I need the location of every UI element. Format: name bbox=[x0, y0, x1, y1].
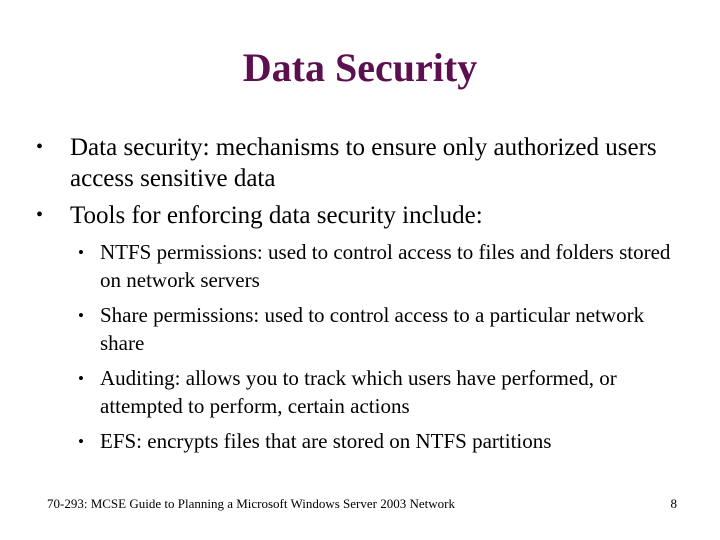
sub-bullet-icon: • bbox=[78, 432, 84, 451]
sub-bullet-text: Auditing: allows you to track which users have performed, or attempted to perform, certain actions bbox=[100, 366, 617, 418]
footer-page-number: 8 bbox=[670, 496, 677, 511]
sub-bullet-icon: • bbox=[78, 243, 84, 262]
bullet-icon: • bbox=[36, 136, 44, 158]
bullet-icon: • bbox=[36, 204, 44, 226]
sub-bullet-icon: • bbox=[78, 306, 84, 325]
footer-course-title: 70-293: MCSE Guide to Planning a Microsoft Windows Server 2003 Network bbox=[47, 496, 455, 511]
sub-bullet-item bbox=[70, 428, 686, 456]
sub-bullet-list bbox=[70, 239, 686, 456]
sub-bullet-text: EFS: encrypts files that are stored on NTFS partitions bbox=[100, 429, 552, 453]
bullet-list bbox=[36, 132, 686, 456]
sub-bullet-text: Share permissions: used to control access to a particular network share bbox=[100, 303, 645, 355]
slide-content bbox=[36, 132, 686, 464]
sub-bullet-item bbox=[70, 365, 686, 420]
sub-bullet-item bbox=[70, 239, 686, 294]
bullet-text: Tools for enforcing data security include: bbox=[70, 202, 483, 229]
bullet-item bbox=[36, 200, 686, 456]
slide-title: Data Security bbox=[242, 45, 478, 90]
sub-bullet-item bbox=[70, 302, 686, 357]
bullet-text: Data security: mechanisms to ensure only authorized users access sensitive data bbox=[70, 134, 657, 192]
bullet-item bbox=[36, 132, 686, 194]
sub-bullet-text: NTFS permissions: used to control access to files and folders stored on network servers bbox=[100, 240, 671, 292]
sub-bullet-icon: • bbox=[78, 369, 84, 388]
